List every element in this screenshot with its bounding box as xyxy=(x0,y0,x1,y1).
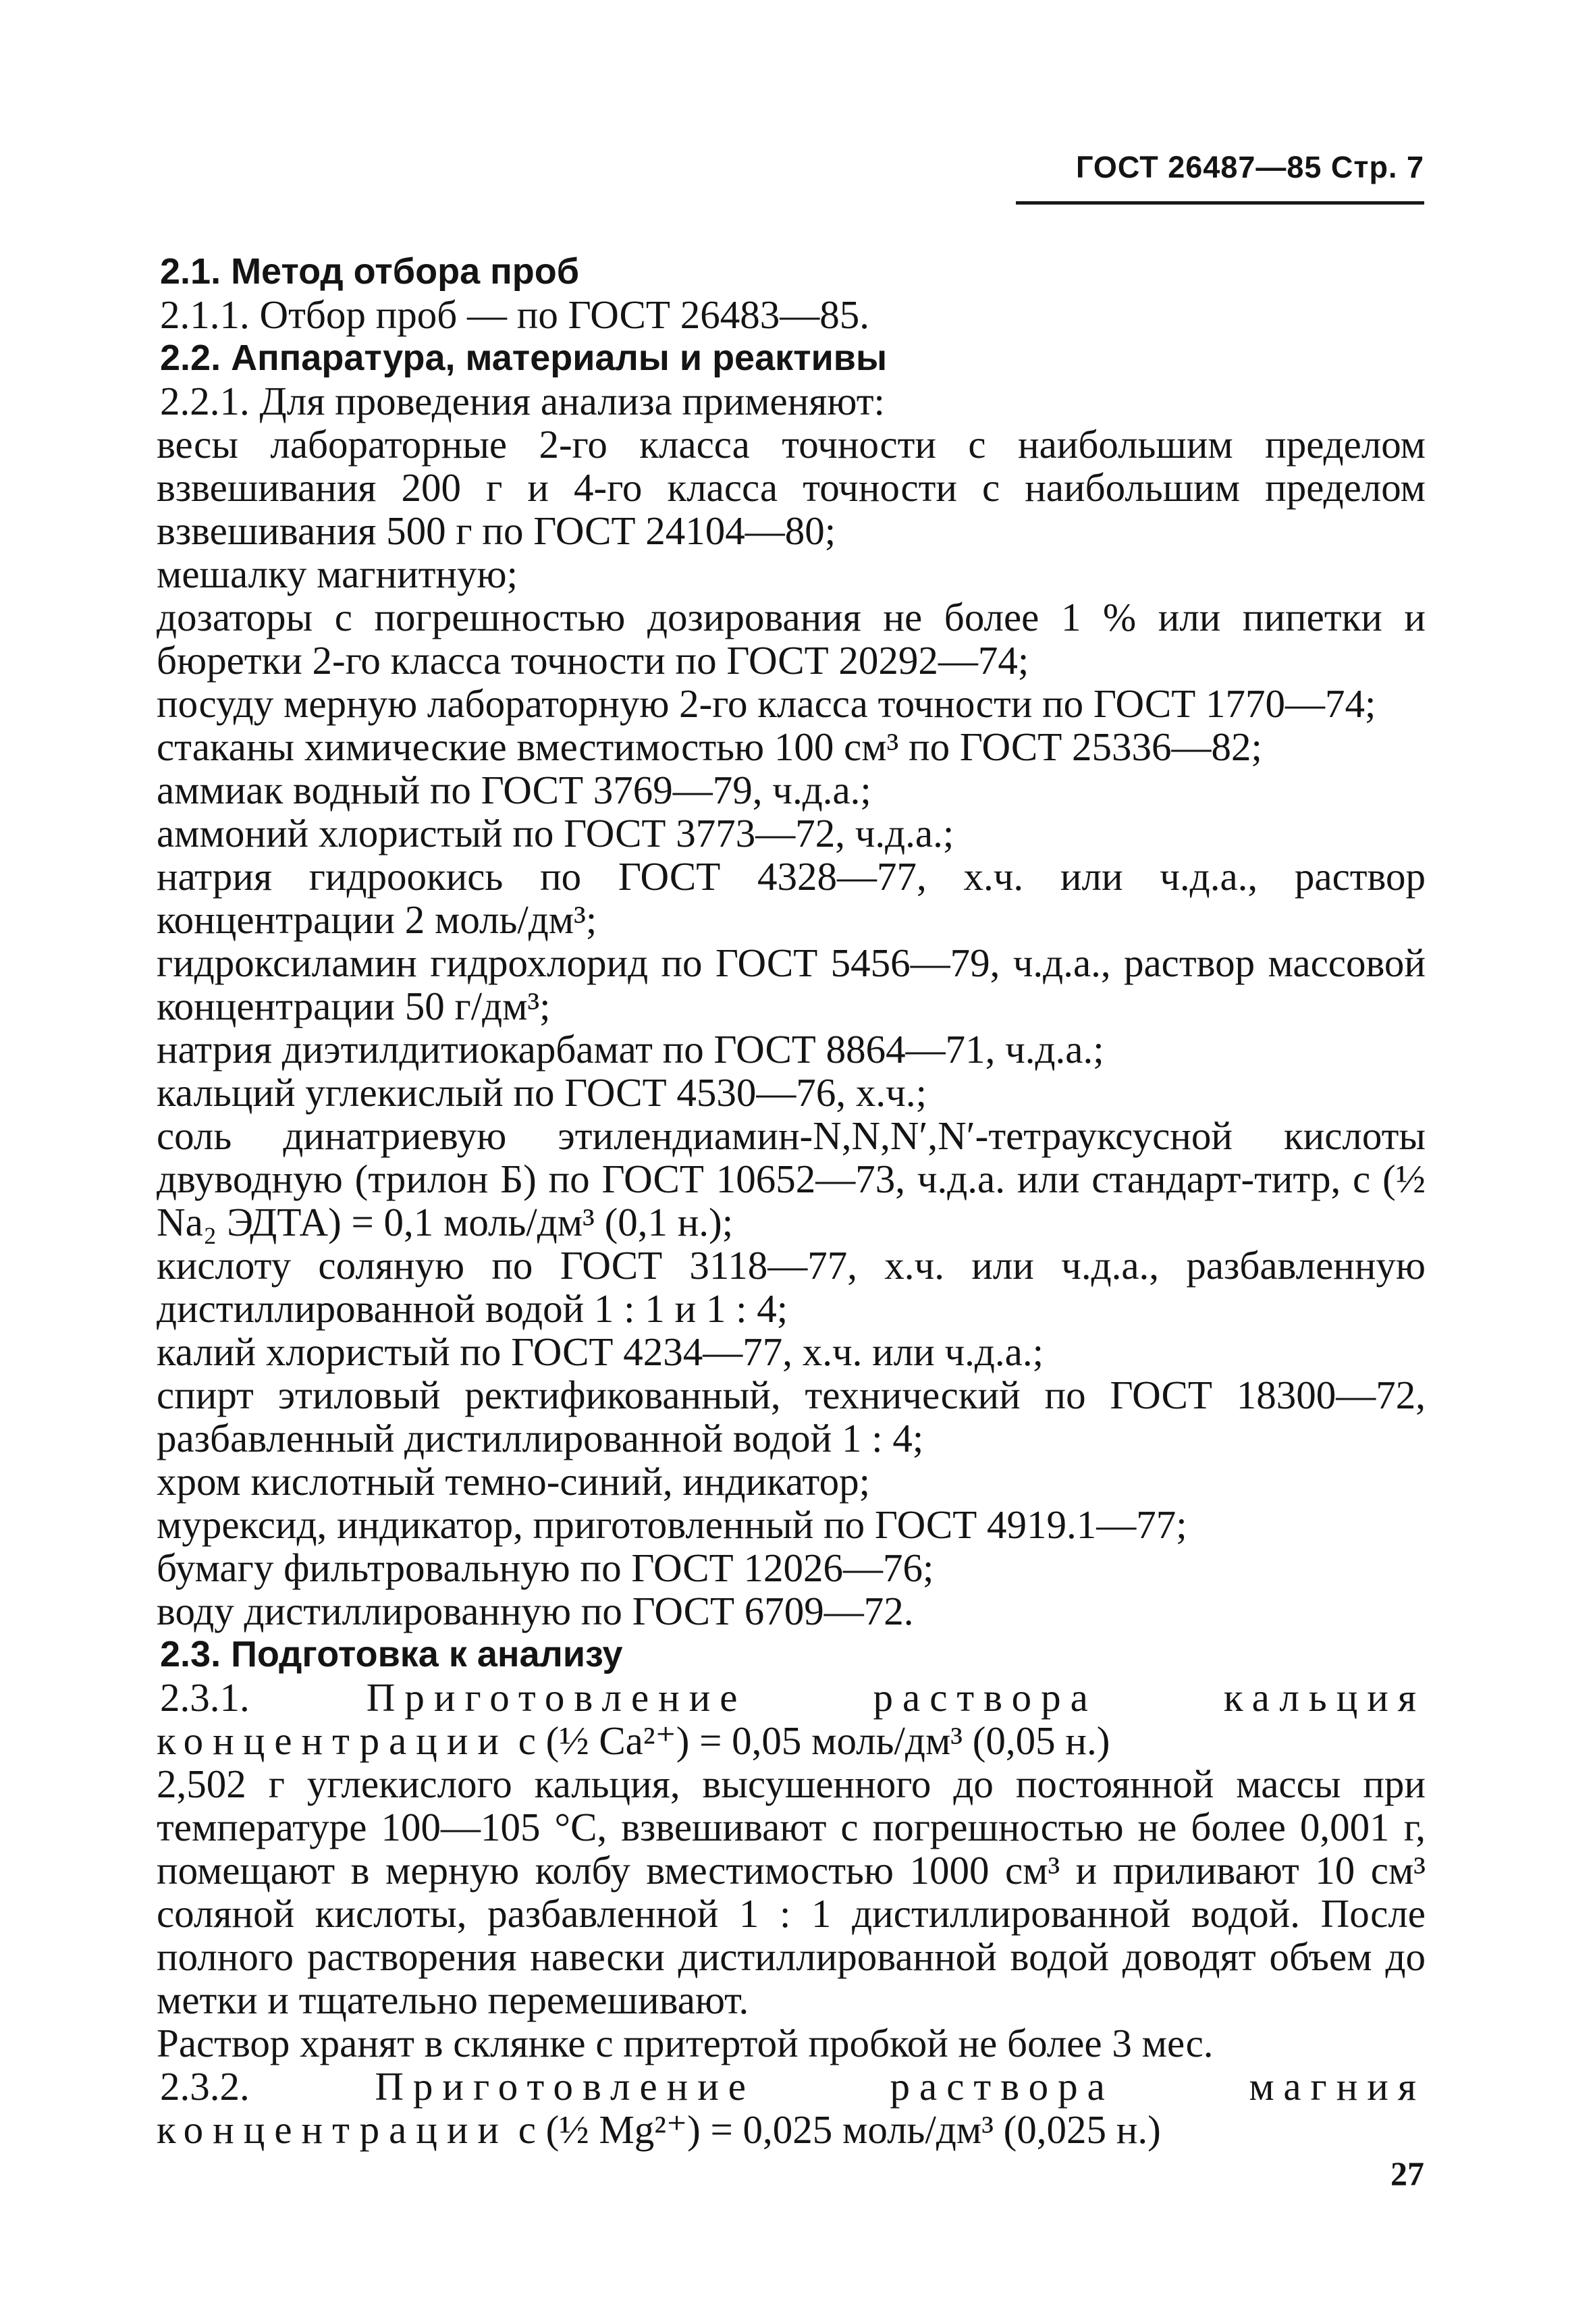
list-item: кальций углекислый по ГОСТ 4530—76, х.ч.; xyxy=(157,1070,927,1115)
list-item: мешалку магнитную; xyxy=(157,552,518,596)
section-2-3-1-formula: с (½ Ca²⁺) = 0,05 моль/дм³ (0,05 н.) xyxy=(518,1718,1110,1763)
page-number: 27 xyxy=(1390,2155,1424,2192)
section-2-1-1: 2.1.1. Отбор проб — по ГОСТ 26483—85. xyxy=(160,292,869,337)
section-2-1-heading: 2.1. Метод отбора проб xyxy=(160,251,580,292)
list-item: мурексид, индикатор, приготовленный по ГОСТ 4919.1—77; xyxy=(157,1502,1187,1547)
section-2-3-1-storage: Раствор хранят в склянке с притертой пробкой не более 3 мес. xyxy=(157,2021,1214,2065)
list-item: стаканы химические вместимостью 100 см³ по ГОСТ 25336—82; xyxy=(157,724,1262,769)
list-item: воду дистиллированную по ГОСТ 6709—72. xyxy=(157,1589,914,1633)
list-item: калий хлористый по ГОСТ 4234—77, х.ч. или ч.д.а.; xyxy=(157,1329,1044,1374)
section-2-3-heading: 2.3. Подготовка к анализу xyxy=(160,1634,623,1674)
section-2-3-1-number: 2.3.1. xyxy=(160,1675,250,1720)
list-item: соль динатриевую этилендиамин-N,N,N′,N′-тетрауксусной кислоты двуводную (трилон Б) по ГОСТ 10652—73, ч.д.а. или стандарт-титр, с (½ Na₂ ЭДТА) = 0,1 моль/дм³ (0,1 н.); xyxy=(157,1113,1426,1244)
list-item: гидроксиламин гидрохлорид по ГОСТ 5456—79, ч.д.а., раствор массовой концентрации 50 г/дм³; xyxy=(157,941,1426,1028)
section-2-3-2-formula: с (½ Mg²⁺) = 0,025 моль/дм³ (0,025 н.) xyxy=(518,2107,1161,2152)
list-item: посуду мерную лабораторную 2-го класса точности по ГОСТ 1770—74; xyxy=(157,681,1376,726)
list-item: аммиак водный по ГОСТ 3769—79, ч.д.а.; xyxy=(157,768,871,812)
section-2-3-2-title xyxy=(157,2065,1426,2151)
section-2-3-2-spaced-title: Приготовление раствора магния концентрации xyxy=(157,2064,1426,2152)
list-item: натрия диэтилдитиокарбамат по ГОСТ 8864—71, ч.д.а.; xyxy=(157,1027,1104,1072)
list-item: бумагу фильтровальную по ГОСТ 12026—76; xyxy=(157,1546,934,1590)
section-2-3-1-title xyxy=(157,1676,1426,1762)
list-item: кислоту соляную по ГОСТ 3118—77, х.ч. или ч.д.а., разбавленную дистиллированной водой 1 : 1 и 1 : 4; xyxy=(157,1243,1426,1331)
list-item: спирт этиловый ректификованный, технический по ГОСТ 18300—72, разбавленный дистиллированной водой 1 : 4; xyxy=(157,1373,1426,1460)
running-header: ГОСТ 26487—85 Стр. 7 xyxy=(1075,150,1424,184)
section-2-3-1-spaced-title: Приготовление раствора кальция концентрации xyxy=(157,1675,1426,1763)
header-rule xyxy=(1016,201,1424,205)
section-2-3-2-number: 2.3.2. xyxy=(160,2064,250,2109)
section-2-2-1: 2.2.1. Для проведения анализа применяют: xyxy=(160,379,885,423)
page-body xyxy=(157,250,1426,2151)
list-item: аммоний хлористый по ГОСТ 3773—72, ч.д.а.; xyxy=(157,811,954,855)
list-item: хром кислотный темно-синий, индикатор; xyxy=(157,1459,870,1504)
section-2-3-1-body: 2,502 г углекислого кальция, высушенного до постоянной массы при температуре 100—105 °С, взвешивают с погрешностью не более 0,001 г, помещают в мерную колбу вместимостью 1000 см³ и приливают 10 см³ соляной кислоты, разбавленной 1 : 1 дистиллированной водой. После полного растворения навески дистиллированной водой доводят объем до метки и тщательно перемешивают. xyxy=(157,1762,1426,2022)
list-item: весы лабораторные 2-го класса точности с наибольшим пределом взвешивания 200 г и 4-го класса точности с наибольшим пределом взвешивания 500 г по ГОСТ 24104—80; xyxy=(157,422,1426,553)
list-item: натрия гидроокись по ГОСТ 4328—77, х.ч. или ч.д.а., раствор концентрации 2 моль/дм³; xyxy=(157,854,1426,942)
equipment-list xyxy=(157,423,1426,1633)
list-item: дозаторы с погрешностью дозирования не более 1 % или пипетки и бюретки 2-го класса точности по ГОСТ 20292—74; xyxy=(157,595,1426,683)
section-2-2-heading: 2.2. Аппаратура, материалы и реактивы xyxy=(160,338,888,378)
